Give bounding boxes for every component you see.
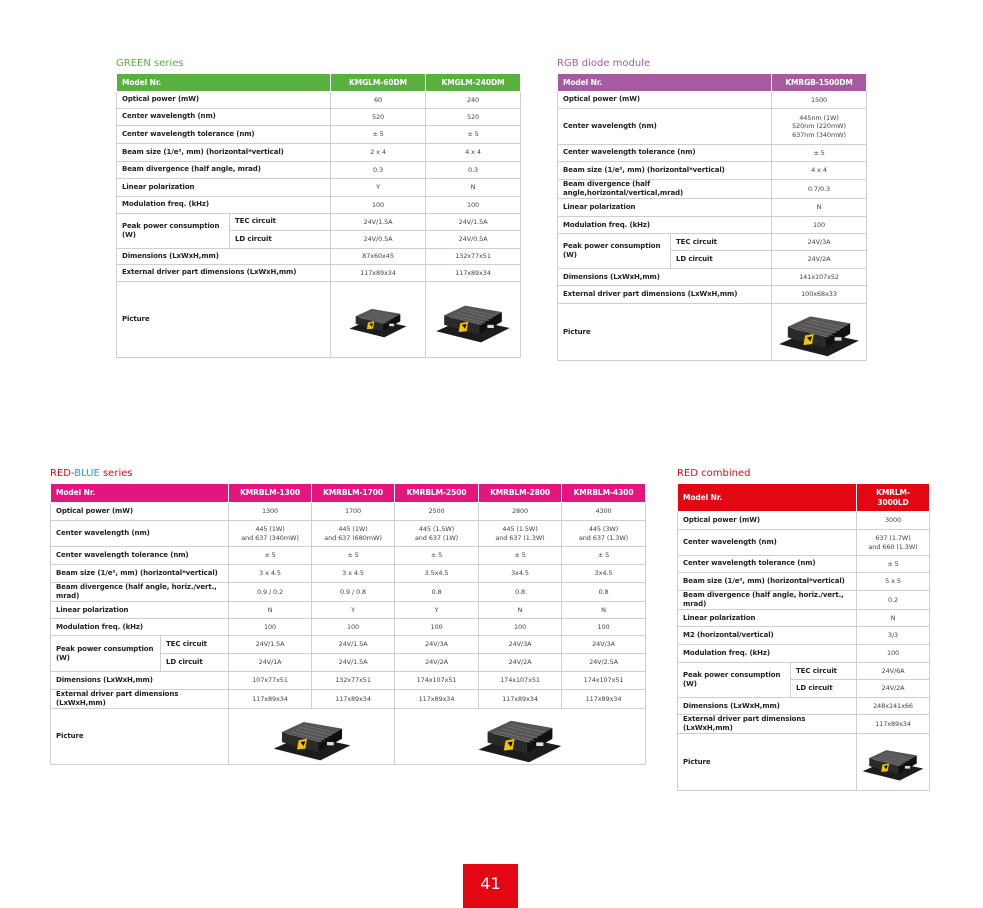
green-cell: 2 x 4 [331, 144, 426, 162]
rgb-row-label: Dimensions (LxWxH,mm) [558, 269, 772, 286]
green-picture-label: Picture [117, 282, 331, 358]
redblue-cell: 2800 [479, 503, 562, 521]
redcombined-cell: 3/3 [857, 627, 930, 645]
redblue-picture-label: Picture [51, 709, 229, 765]
redblue-cell: N [562, 602, 646, 619]
green-cell: N [426, 179, 521, 197]
redblue-cell: ± 5 [562, 547, 646, 565]
redblue-cell: 117x89x34 [479, 690, 562, 709]
redcombined-cell: 0.2 [857, 591, 930, 610]
green-row-label: Dimensions (LxWxH,mm) [117, 249, 331, 265]
redcombined-row-label: Center wavelength tolerance (nm) [678, 556, 857, 573]
redcombined-ld-label: LD circuit [791, 680, 857, 698]
rgb-row-label: Center wavelength tolerance (nm) [558, 145, 772, 162]
redcombined-cell: ± 5 [857, 556, 930, 573]
redblue-cell: 3.5x4.5 [395, 565, 479, 583]
redblue-cell: ± 5 [312, 547, 395, 565]
redblue-cell: Y [312, 602, 395, 619]
redblue-cell: 24V/1.5A [312, 654, 395, 672]
redblue-cell: ± 5 [229, 547, 312, 565]
redcombined-row-label: Dimensions (LxWxH,mm) [678, 698, 857, 715]
redcombined-tec-label: TEC circuit [791, 663, 857, 680]
laser-module-image [860, 740, 926, 784]
rgb-peak-power-label: Peak power consumption (W) [558, 234, 671, 269]
redcombined-cell: 248x141x66 [857, 698, 930, 715]
redcombined-row-label: External driver part dimensions (LxWxH,mm) [678, 715, 857, 734]
green-row-label: Center wavelength tolerance (nm) [117, 126, 331, 144]
redcombined-row-label: Beam size (1/e², mm) (horizontal*vertical) [678, 573, 857, 591]
green-cell: 24V/0.5A [426, 231, 521, 249]
redblue-model-col: KMRBLM-4300 [562, 484, 646, 503]
green-picture-cell [331, 282, 426, 358]
redblue-row-label: External driver part dimensions (LxWxH,mm) [51, 690, 229, 709]
redcombined-cell [857, 530, 930, 556]
redcombined-cell: 117x89x34 [857, 715, 930, 734]
redcombined-cell: N [857, 610, 930, 627]
green-model-col: KMGLM-240DM [426, 74, 521, 92]
redblue-wl-line: 445 (1.5W) [418, 525, 455, 534]
rgb-cell: 141x107x52 [772, 269, 867, 286]
redblue-cell: 1700 [312, 503, 395, 521]
green-cell: 117x89x34 [426, 265, 521, 282]
redblue-cell: 24V/2.5A [562, 654, 646, 672]
redblue-cell: 24V/1A [229, 654, 312, 672]
rgb-row-label: Beam size (1/e², mm) (horizontal*vertical) [558, 162, 772, 180]
redblue-title-red: RED- [50, 468, 75, 479]
redblue-series-table [50, 483, 646, 765]
redcombined-row-label: Linear polarization [678, 610, 857, 627]
redblue-cell: 24V/1.5A [229, 636, 312, 654]
redblue-cell: 2500 [395, 503, 479, 521]
green-row-label: Beam size (1/e², mm) (horizontal*vertical) [117, 144, 331, 162]
redblue-model-col: KMRBLM-2500 [395, 484, 479, 503]
redblue-wl-line: and 637 (1.3W) [495, 533, 545, 542]
redblue-cell [312, 521, 395, 547]
redblue-cell: 4300 [562, 503, 646, 521]
laser-module-image [433, 295, 513, 345]
redcombined-model-line: KMRLM- [876, 487, 910, 497]
redblue-wl-line: and 637 (1.3W) [578, 533, 629, 542]
green-picture-cell [426, 282, 521, 358]
redcombined-peak-power-label: Peak power consumption (W) [678, 663, 791, 698]
green-series-table [116, 73, 521, 358]
redblue-cell: 0.9 / 0.2 [229, 583, 312, 602]
redcombined-row-label: Optical power (mW) [678, 512, 857, 530]
redblue-cell: Y [395, 602, 479, 619]
green-cell: 60 [331, 92, 426, 109]
rgb-wavelength-line: 445nm (1W) [799, 113, 839, 122]
redcombined-picture-cell [857, 734, 930, 791]
redblue-cell: 0.8 [562, 583, 646, 602]
redblue-cell: 117x89x34 [562, 690, 646, 709]
rgb-cell: N [772, 199, 867, 217]
redblue-cell: 174x107x51 [395, 672, 479, 690]
redblue-cell: 1300 [229, 503, 312, 521]
redblue-cell: 24V/3A [395, 636, 479, 654]
green-cell: 520 [426, 109, 521, 126]
rgb-cell: 0.7/0.3 [772, 180, 867, 199]
green-cell: 0.3 [426, 162, 521, 179]
rgb-row-label: Modulation freq. (kHz) [558, 217, 772, 234]
redblue-peak-power-label: Peak power consumption (W) [51, 636, 161, 672]
green-row-label: Optical power (mW) [117, 92, 331, 109]
redcombined-model-line: 3000LD [877, 497, 909, 507]
redblue-picture-cell [229, 709, 395, 765]
redblue-cell: 24V/1.5A [312, 636, 395, 654]
redblue-cell: 100 [395, 619, 479, 636]
redblue-wl-line: 445 (3W) [588, 525, 619, 534]
redblue-cell: 0.8 [395, 583, 479, 602]
redblue-cell: 100 [229, 619, 312, 636]
green-row-label: External driver part dimensions (LxWxH,mm) [117, 265, 331, 282]
green-cell: Y [331, 179, 426, 197]
redblue-cell: 117x89x34 [312, 690, 395, 709]
redblue-row-label: Optical power (mW) [51, 503, 229, 521]
redblue-cell [229, 521, 312, 547]
rgb-wavelength-line: 520nm (220mW) [792, 122, 846, 131]
rgb-series-table [557, 73, 867, 361]
rgb-cell: 100 [772, 217, 867, 234]
green-row-label: Modulation freq. (kHz) [117, 197, 331, 214]
rgb-cell: 24V/2A [772, 251, 867, 269]
redblue-row-label: Modulation freq. (kHz) [51, 619, 229, 636]
redblue-model-col: KMRBLM-1300 [229, 484, 312, 503]
green-cell: 4 x 4 [426, 144, 521, 162]
redblue-cell: 117x89x34 [395, 690, 479, 709]
redblue-row-label: Linear polarization [51, 602, 229, 619]
redcombined-wl-line: 637 (1.7W) [875, 534, 911, 543]
rgb-cell: 24V/3A [772, 234, 867, 251]
redblue-row-label: Beam size (1/e², mm) (horizontal*vertical) [51, 565, 229, 583]
redblue-tec-label: TEC circuit [161, 636, 229, 654]
green-cell: ± 5 [426, 126, 521, 144]
green-row-label: Linear polarization [117, 179, 331, 197]
rgb-cell: 1500 [772, 92, 867, 109]
redblue-wl-line: 445 (1W) [255, 525, 285, 534]
redblue-cell [479, 521, 562, 547]
redblue-picture-cell [395, 709, 646, 765]
rgb-ld-label: LD circuit [671, 251, 772, 269]
green-cell: 240 [426, 92, 521, 109]
redblue-cell: 3 x 4.5 [312, 565, 395, 583]
rgb-row-label: Linear polarization [558, 199, 772, 217]
rgb-cell: ± 5 [772, 145, 867, 162]
redblue-title-rest: series [99, 468, 133, 479]
redblue-cell: 174x107x51 [562, 672, 646, 690]
rgb-series-title: RGB diode module [557, 58, 651, 69]
redblue-cell: 3 x 4.5 [229, 565, 312, 583]
redblue-cell [562, 521, 646, 547]
redblue-cell: 174x107x51 [479, 672, 562, 690]
redblue-wl-line: 445 (1W) [338, 525, 368, 534]
page-number: 41 [463, 864, 518, 908]
redblue-cell: 3x4.5 [562, 565, 646, 583]
green-cell: ± 5 [331, 126, 426, 144]
laser-module-image [775, 306, 863, 358]
green-tec-label: TEC circuit [230, 214, 331, 231]
green-ld-label: LD circuit [230, 231, 331, 249]
rgb-row-label: Optical power (mW) [558, 92, 772, 109]
redblue-cell: 100 [312, 619, 395, 636]
redblue-row-label: Beam divergence (half angle, horiz./vert., mrad) [51, 583, 229, 602]
redblue-series-title [50, 468, 133, 479]
redblue-wl-line: and 637 (1W) [414, 533, 459, 542]
rgb-row-label: External driver part dimensions (LxWxH,mm) [558, 286, 772, 304]
green-cell: 87x60x45 [331, 249, 426, 265]
redblue-cell: 0.9 / 0.8 [312, 583, 395, 602]
redblue-cell: 3x4.5 [479, 565, 562, 583]
green-series-title: GREEN series [116, 58, 184, 69]
redblue-model-col: KMRBLM-2800 [479, 484, 562, 503]
redblue-cell: 24V/3A [562, 636, 646, 654]
redblue-row-label: Center wavelength tolerance (nm) [51, 547, 229, 565]
green-model-col: KMGLM-60DM [331, 74, 426, 92]
laser-module-image [472, 710, 568, 764]
redblue-cell: 0.8 [479, 583, 562, 602]
green-cell: 100 [426, 197, 521, 214]
redblue-cell: ± 5 [395, 547, 479, 565]
green-header-model-label: Model Nr. [117, 74, 331, 92]
redcombined-row-label: Modulation freq. (kHz) [678, 645, 857, 663]
redblue-cell: 107x77x51 [229, 672, 312, 690]
redcombined-cell: 5 x 5 [857, 573, 930, 591]
green-cell: 132x77x51 [426, 249, 521, 265]
redblue-wl-line: and 637 (340mW) [241, 533, 299, 542]
green-cell: 24V/1.5A [331, 214, 426, 231]
redblue-cell [395, 521, 479, 547]
redblue-cell: 132x77x51 [312, 672, 395, 690]
rgb-picture-label: Picture [558, 304, 772, 361]
redcombined-series-table [677, 483, 930, 791]
green-cell: 0.3 [331, 162, 426, 179]
green-peak-power-label: Peak power consumption (W) [117, 214, 230, 249]
laser-module-image [347, 300, 409, 340]
rgb-cell: 4 x 4 [772, 162, 867, 180]
redblue-cell: N [229, 602, 312, 619]
rgb-cell [772, 109, 867, 145]
rgb-row-label: Beam divergence (half angle,horizontal/vertical,mrad) [558, 180, 772, 199]
redblue-cell: 24V/2A [395, 654, 479, 672]
redblue-title-blue: BLUE [74, 468, 100, 479]
redblue-wl-line: 445 (1.5W) [502, 525, 538, 534]
redcombined-cell: 24V/2A [857, 680, 930, 698]
redblue-row-label: Center wavelength (nm) [51, 521, 229, 547]
redblue-cell: 117x89x34 [229, 690, 312, 709]
green-cell: 24V/1.5A [426, 214, 521, 231]
rgb-row-label: Center wavelength (nm) [558, 109, 772, 145]
redblue-cell: 24V/3A [479, 636, 562, 654]
redcombined-row-label: Center wavelength (nm) [678, 530, 857, 556]
redcombined-model-col [857, 484, 930, 512]
redblue-cell: ± 5 [479, 547, 562, 565]
rgb-header-model-label: Model Nr. [558, 74, 772, 92]
redblue-wl-line: and 637 (680mW) [324, 533, 382, 542]
redcombined-series-title: RED combined [677, 468, 751, 479]
redblue-cell: 24V/2A [479, 654, 562, 672]
redcombined-picture-label: Picture [678, 734, 857, 791]
rgb-picture-cell [772, 304, 867, 361]
rgb-tec-label: TEC circuit [671, 234, 772, 251]
redblue-cell: 100 [479, 619, 562, 636]
redcombined-cell: 24V/6A [857, 663, 930, 680]
redblue-cell: N [479, 602, 562, 619]
redcombined-cell: 100 [857, 645, 930, 663]
redcombined-cell: 3000 [857, 512, 930, 530]
rgb-wavelength-line: 637nm (340mW) [792, 130, 846, 139]
green-cell: 520 [331, 109, 426, 126]
green-cell: 24V/0.5A [331, 231, 426, 249]
redblue-cell: 100 [562, 619, 646, 636]
green-row-label: Beam divergence (half angle, mrad) [117, 162, 331, 179]
redblue-model-col: KMRBLM-1700 [312, 484, 395, 503]
rgb-cell: 100x68x33 [772, 286, 867, 304]
laser-module-image [270, 712, 354, 762]
rgb-model-col: KMRGB-1500DM [772, 74, 867, 92]
green-row-label: Center wavelength (nm) [117, 109, 331, 126]
redcombined-row-label: M2 (horizontal/vertical) [678, 627, 857, 645]
green-cell: 100 [331, 197, 426, 214]
redcombined-wl-line: and 660 (1.3W) [868, 542, 918, 551]
redblue-ld-label: LD circuit [161, 654, 229, 672]
redblue-row-label: Dimensions (LxWxH,mm) [51, 672, 229, 690]
redblue-header-model-label: Model Nr. [51, 484, 229, 503]
green-cell: 117x89x34 [331, 265, 426, 282]
redcombined-header-model-label: Model Nr. [678, 484, 857, 512]
redcombined-row-label: Beam divergence (half angle, horiz./vert., mrad) [678, 591, 857, 610]
